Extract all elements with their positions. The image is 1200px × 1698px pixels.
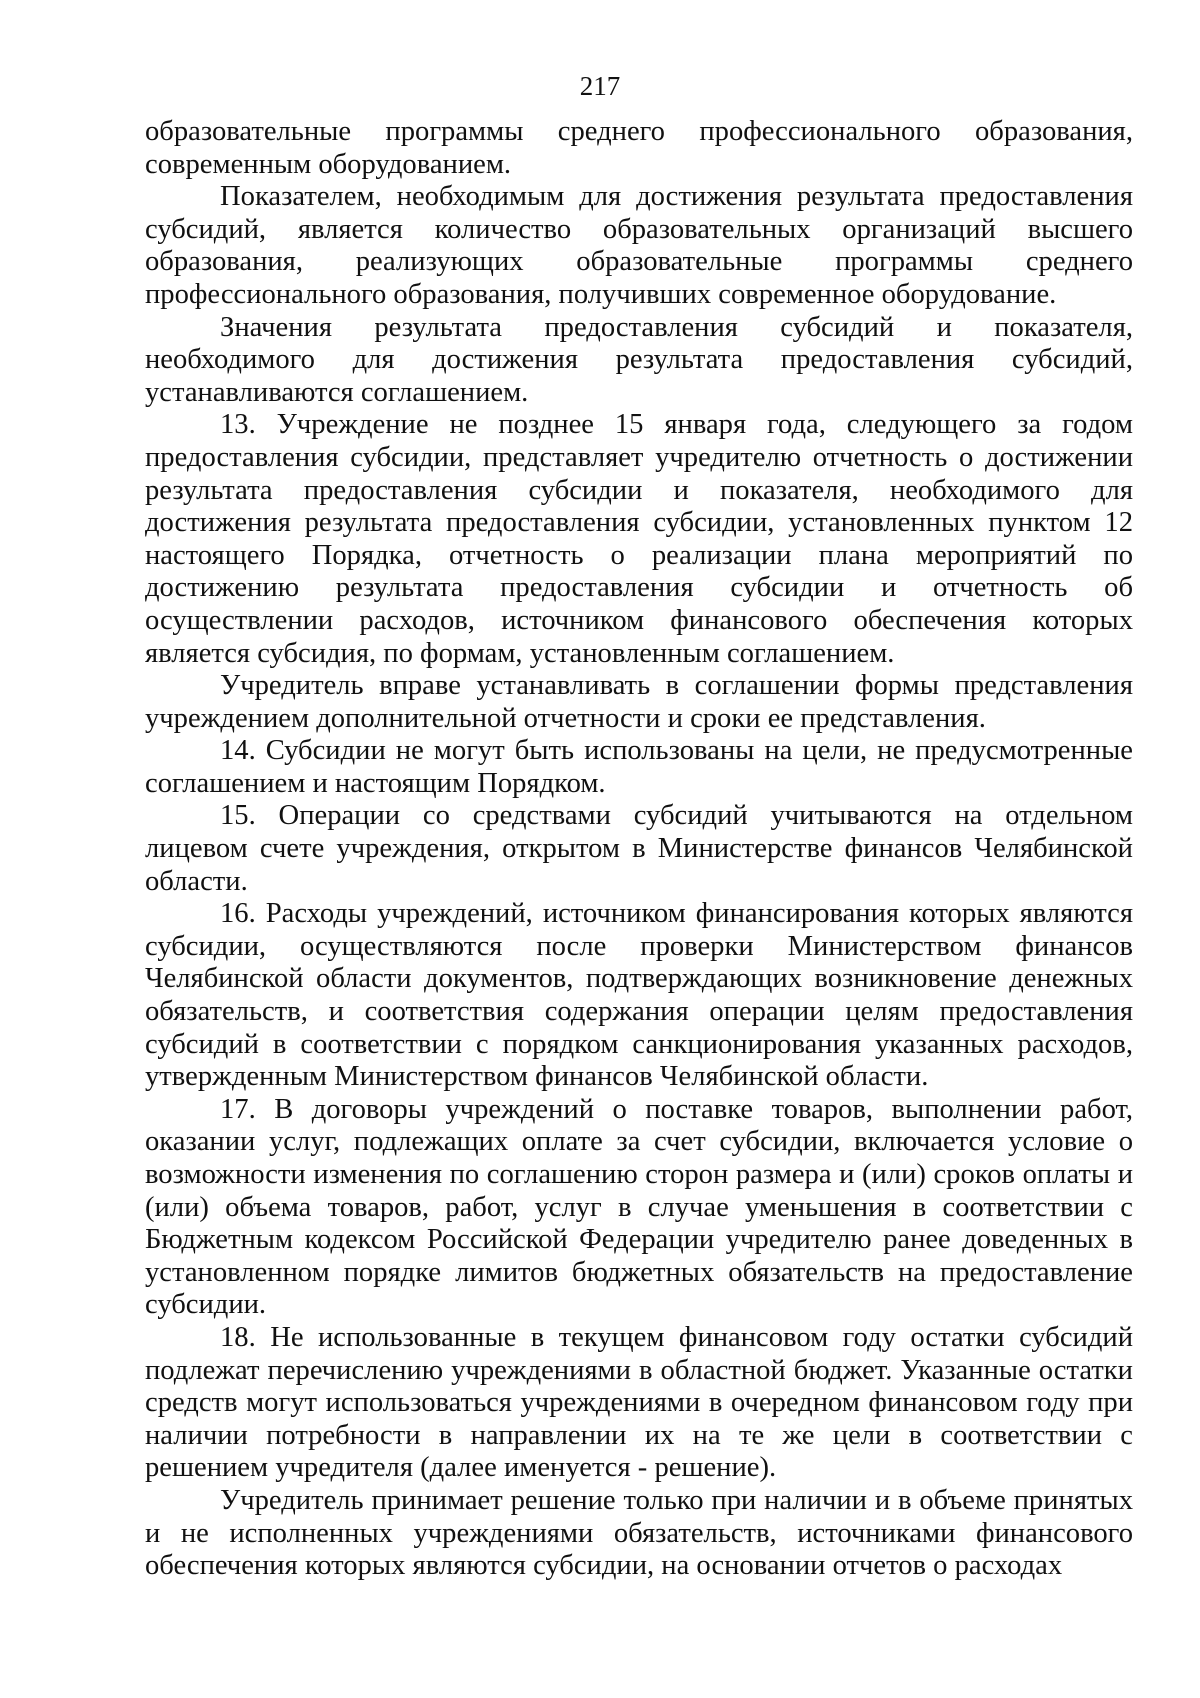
paragraph-additional-reporting: Учредитель вправе устанавливать в соглашении формы представления учреждением дополнительной отчетности и сроки ее представления. — [145, 670, 1133, 734]
paragraph-item-15: 15. Операции со средствами субсидий учитываются на отдельном лицевом счете учреждения, открытом в Министерстве финансов Челябинской области. — [145, 800, 1133, 897]
paragraph-indicator: Показателем, необходимым для достижения результата предоставления субсидий, является количество образовательных организаций высшего образования, реализующих образовательные программы среднего профессионального образования, получивших современное оборудование. — [145, 181, 1133, 310]
paragraph-item-18: 18. Не использованные в текущем финансовом году остатки субсидий подлежат перечислению учреждениями в областной бюджет. Указанные остатки средств могут использоваться учреждениями в очередном финансовом году при наличии потребности в направлении их на те же цели в соответствии с решением учредителя (далее именуется - решение). — [145, 1321, 1133, 1484]
paragraph-decision: Учредитель принимает решение только при наличии и в объеме принятых и не исполненных учреждениями обязательств, источниками финансового обеспечения которых являются субсидии, на основании отчетов о расходах — [145, 1484, 1133, 1582]
paragraph-item-13: 13. Учреждение не позднее 15 января года, следующего за годом предоставления субсидии, представляет учредителю отчетность о достижении результата предоставления субсидии и показателя, необходимого для достижения результата предоставления субсидии, установленных пунктом 12 настоящего Порядка, отчетность о реализации плана мероприятий по достижению результата предоставления субсидии и отчетность об осуществлении расходов, источником финансового обеспечения которых является субсидия, по формам, установленным соглашением. — [145, 409, 1133, 669]
paragraph-values: Значения результата предоставления субсидий и показателя, необходимого для достижения результата предоставления субсидий, устанавливаются соглашением. — [145, 311, 1133, 408]
paragraph-item-16: 16. Расходы учреждений, источником финансирования которых являются субсидии, осуществляются после проверки Министерством финансов Челябинской области документов, подтверждающих возникновение денежных обязательств, и соответствия содержания операции целям предоставления субсидий в соответствии с порядком санкционирования указанных расходов, утвержденным Министерством финансов Челябинской области. — [145, 898, 1133, 1093]
document-body — [145, 116, 1133, 1583]
paragraph-continuation: образовательные программы среднего профессионального образования, современным оборудованием. — [145, 116, 1133, 180]
paragraph-item-14: 14. Субсидии не могут быть использованы на цели, не предусмотренные соглашением и настоящим Порядком. — [145, 735, 1133, 799]
page-number: 217 — [579, 71, 621, 101]
paragraph-item-17: 17. В договоры учреждений о поставке товаров, выполнении работ, оказании услуг, подлежащих оплате за счет субсидии, включается условие о возможности изменения по соглашению сторон размера и (или) сроков оплаты и (или) объема товаров, работ, услуг в случае уменьшения в соответствии с Бюджетным кодексом Российской Федерации учредителю ранее доведенных в установленном порядке лимитов бюджетных обязательств на предоставление субсидии. — [145, 1093, 1133, 1321]
